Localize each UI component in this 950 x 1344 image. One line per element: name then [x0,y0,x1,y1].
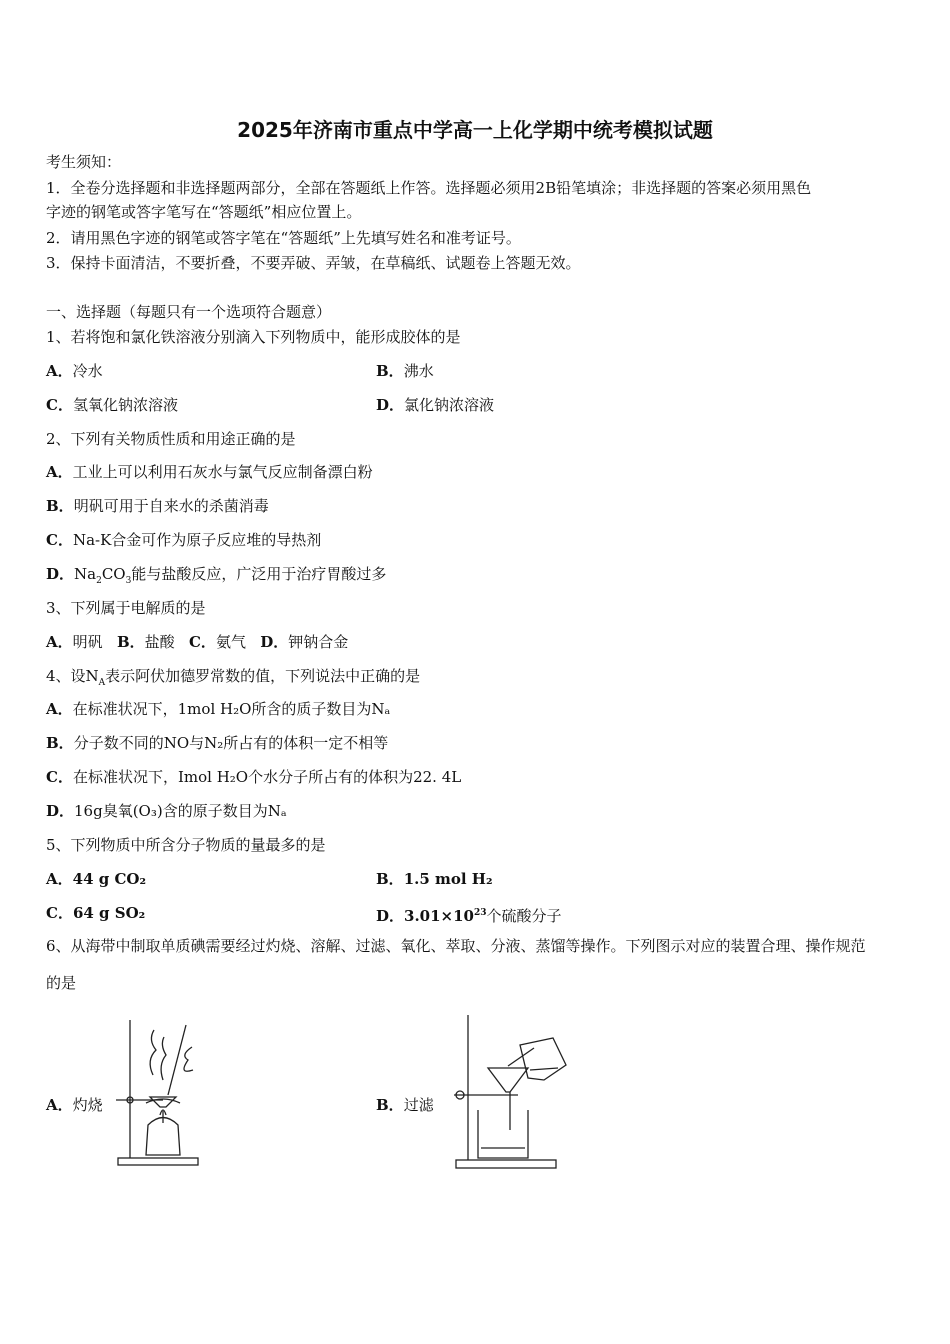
question-2-option-b: B．明矾可用于自来水的杀菌消毒 [46,497,269,515]
question-6-stem-cont: 的是 [46,974,77,992]
notice-item: 3．保持卡面清洁，不要折叠，不要弄破、弄皱，在草稿纸、试题卷上答题无效。 [46,254,581,272]
question-1-option-d: D．氯化钠浓溶液 [376,396,495,414]
question-5-option-a: A．44 g CO₂ [46,870,147,888]
question-2-option-c: C．Na-K合金可作为原子反应堆的导热剂 [46,531,322,549]
question-5-option-b: B．1.5 mol H₂ [376,870,493,888]
notice-item: 1．全卷分选择题和非选择题两部分，全部在答题纸上作答。选择题必须用2B铅笔填涂；非选择题的答案必须用黑色 [46,179,812,197]
question-1-stem: 1、若将饱和氯化铁溶液分别滴入下列物质中，能形成胶体的是 [46,328,461,346]
question-3-option-a: 明矾 [72,633,103,651]
question-4-option-a: A．在标准状况下，1mol H₂O所含的质子数目为Nₐ [46,700,391,718]
question-5-stem: 5、下列物质中所含分子物质的量最多的是 [46,836,326,854]
question-6-option-a: A．灼烧 [46,1096,103,1114]
question-3-option-d: 钾钠合金 [288,633,349,651]
filtration-apparatus-figure [448,1010,578,1175]
question-2-option-d: D．$Na_2CO_3$能与盐酸反应，广泛用于治疗胃酸过多 [46,565,387,586]
notice-item: 2．请用黑色字迹的钢笔或答字笔在“答题纸”上先填写姓名和准考证号。 [46,229,521,247]
question-6-option-b: B．过滤 [376,1096,434,1114]
question-2-stem: 2、下列有关物质性质和用途正确的是 [46,430,296,448]
question-4-option-b: B．分子数不同的NO与N₂所占有的体积一定不相等 [46,734,389,752]
page-title: 2025年济南市重点中学高一上化学期中统考模拟试题 [237,118,713,142]
question-1-option-b: B．沸水 [376,362,434,380]
question-4-stem: 4、设$N_A$表示阿伏加德罗常数的值，下列说法中正确的是 [46,667,421,688]
question-2-option-a: A．工业上可以利用石灰水与氯气反应制备漂白粉 [46,463,373,481]
question-1-option-a: A．冷水 [46,362,103,380]
question-3-stem: 3、下列属于电解质的是 [46,599,206,617]
question-6-stem: 6、从海带中制取单质碘需要经过灼烧、溶解、过滤、氧化、萃取、分液、蒸馏等操作。下列图示对应的装置合理、操作规范 [46,937,866,955]
section-heading: 一、选择题（每题只有一个选项符合题意） [46,303,332,321]
question-1-option-c: C．氢氧化钠浓溶液 [46,396,178,414]
question-3-options: A．明矾 B．盐酸 C．氨气 D．钾钠合金 [46,633,349,651]
question-5-option-d: D．$3.01\times 10^{23}$个硫酸分子 [376,907,562,925]
notice-heading: 考生须知： [46,153,122,171]
burning-apparatus-figure [108,1015,208,1170]
question-5-option-c: C．64 g SO₂ [46,904,146,922]
question-4-option-d: D．16g臭氧(O₃)含的原子数目为Nₐ [46,802,287,820]
question-3-option-c: 氨气 [215,633,246,651]
question-4-option-c: C．在标准状况下，Imol H₂O个水分子所占有的体积为22. 4L [46,768,462,786]
question-3-option-b: 盐酸 [144,633,175,651]
notice-item: 字迹的钢笔或答字笔写在“答题纸”相应位置上。 [46,203,362,221]
